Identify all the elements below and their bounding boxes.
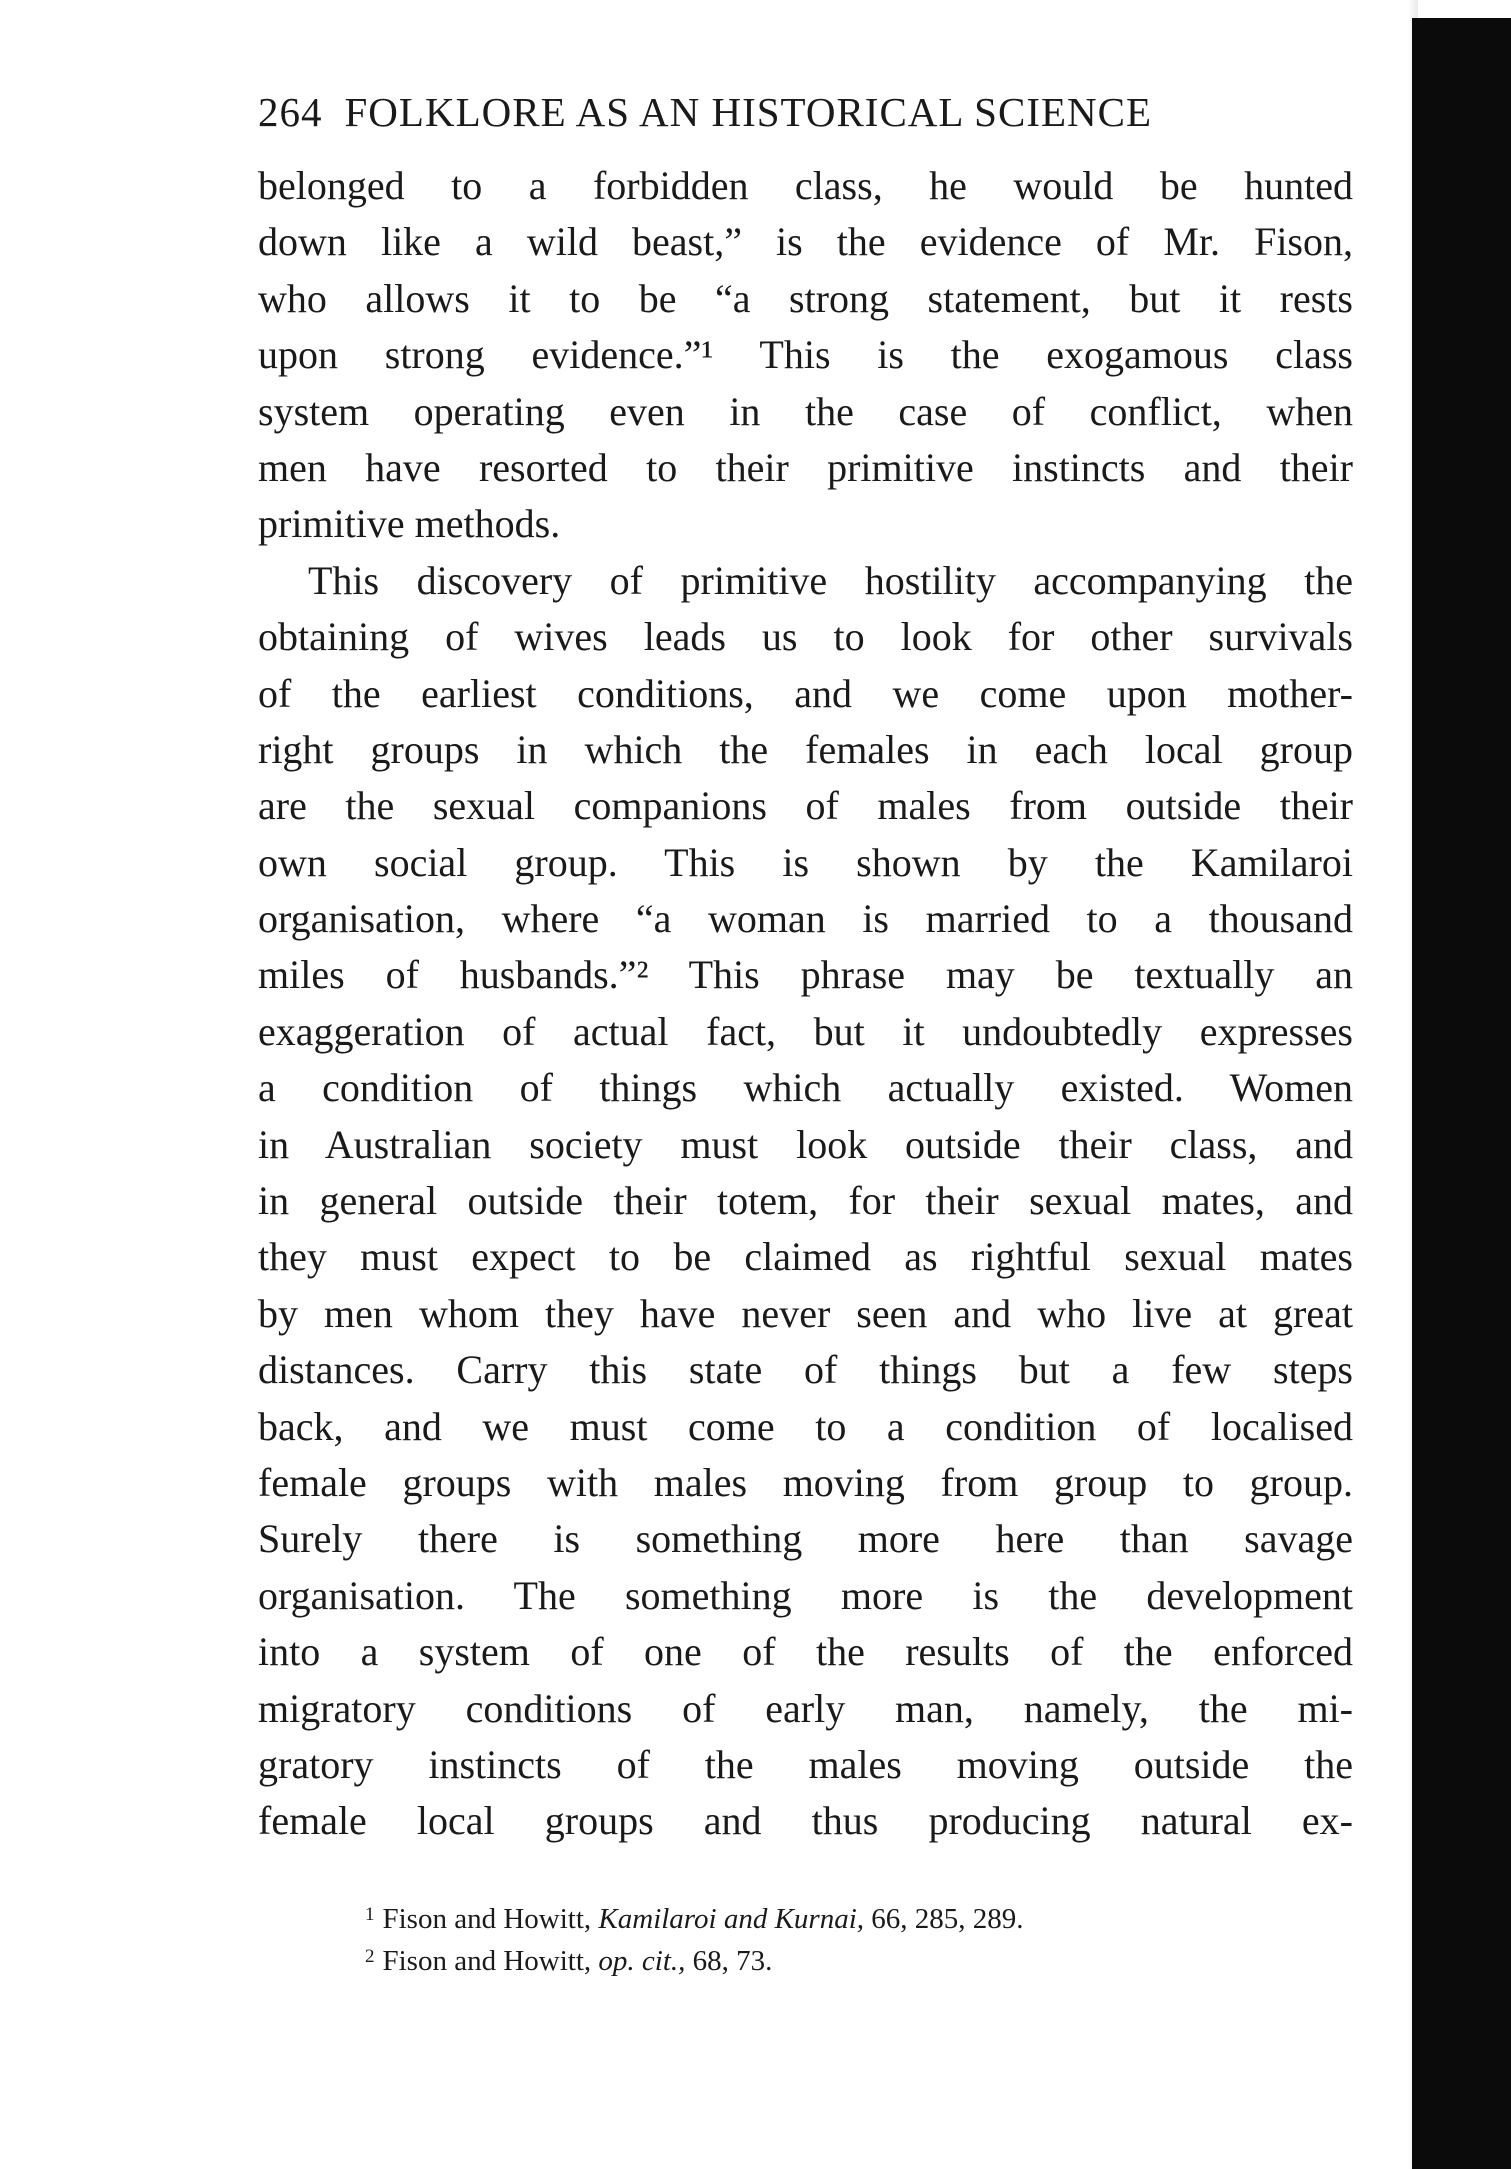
text-line: obtaining of wives leads us to look for other survivals <box>258 614 1353 660</box>
footnote-mark: 1 <box>365 1904 375 1925</box>
scan-edge <box>1412 18 1511 2169</box>
text-line: Surely there is something more here than savage <box>258 1516 1353 1562</box>
text-line: upon strong evidence.”¹ This is the exogamous class <box>258 332 1353 378</box>
footnote-mark: 2 <box>365 1946 375 1967</box>
text-line: organisation, where “a woman is married to a thousand <box>258 896 1353 942</box>
paragraph-2 <box>258 553 1353 1850</box>
text-line: miles of husbands.”² This phrase may be textually an <box>258 952 1353 998</box>
text-line: belonged to a forbidden class, he would be hunted <box>258 163 1353 208</box>
footnote-title: op. cit., <box>598 1945 686 1977</box>
text-line: female local groups and thus producing natural ex- <box>258 1798 1353 1844</box>
text-line: distances. Carry this state of things but a few steps <box>258 1347 1353 1393</box>
text-line: This discovery of primitive hostility accompanying the <box>308 557 1353 603</box>
text-line: right groups in which the females in each local group <box>258 726 1353 772</box>
text-line: in Australian society must look outside their class, and <box>258 1121 1353 1167</box>
text-line: gratory instincts of the males moving outside the <box>258 1741 1353 1787</box>
page-number: 264 <box>258 89 323 135</box>
footnote-text: Fison and Howitt, <box>382 1945 599 1977</box>
text-line: system operating even in the case of conflict, when <box>258 388 1353 434</box>
text-line: primitive methods. <box>258 501 561 547</box>
text-line: by men whom they have never seen and who live at great <box>258 1290 1353 1336</box>
running-header <box>258 88 1298 138</box>
text-line: migratory conditions of early man, namely, the mi- <box>258 1685 1353 1731</box>
footnote-pages: 66, 285, 289. <box>864 1903 1024 1935</box>
text-line: into a system of one of the results of the enforced <box>258 1629 1353 1675</box>
text-line: who allows it to be “a strong statement, but it rests <box>258 275 1353 321</box>
text-line: men have resorted to their primitive instincts and their <box>258 444 1353 490</box>
footnotes <box>365 1896 1305 1980</box>
text-line: exaggeration of actual fact, but it undoubtedly expresses <box>258 1008 1353 1054</box>
text-line: organisation. The something more is the development <box>258 1572 1353 1618</box>
footnote-2 <box>365 1938 1305 1980</box>
text-line: down like a wild beast,” is the evidence of Mr. Fison, <box>258 219 1353 265</box>
text-line: back, and we must come to a condition of localised <box>258 1403 1353 1449</box>
running-title: FOLKLORE AS AN HISTORICAL SCIENCE <box>344 89 1153 135</box>
text-line: of the earliest conditions, and we come upon mother- <box>258 670 1353 716</box>
footnote-text: Fison and Howitt, <box>382 1903 599 1935</box>
body-text <box>258 158 1353 1850</box>
footnote-title: Kamilaroi and Kurnai, <box>598 1903 865 1935</box>
footnote-1 <box>365 1896 1305 1938</box>
paragraph-1 <box>258 158 1353 553</box>
footnote-pages: 68, 73. <box>685 1945 773 1977</box>
text-line: they must expect to be claimed as rightful sexual mates <box>258 1234 1353 1280</box>
text-line: female groups with males moving from group to group. <box>258 1459 1353 1505</box>
text-line: a condition of things which actually existed. Women <box>258 1065 1353 1111</box>
text-line: in general outside their totem, for their sexual mates, and <box>258 1178 1353 1224</box>
text-line: own social group. This is shown by the Kamilaroi <box>258 839 1353 885</box>
text-line: are the sexual companions of males from outside their <box>258 783 1353 829</box>
